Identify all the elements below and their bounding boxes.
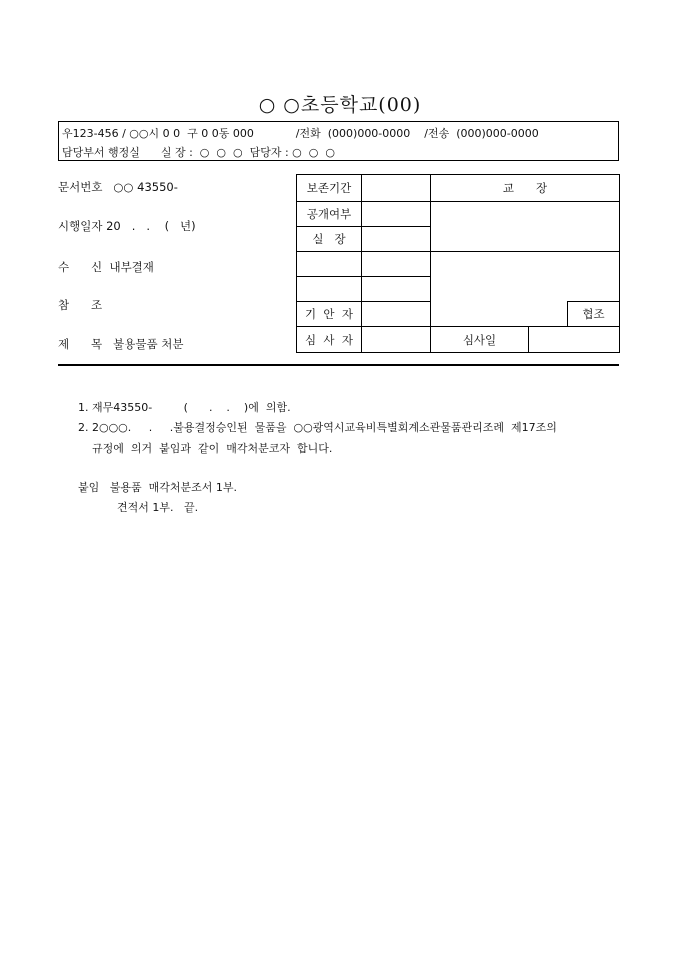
cooperation-area: [431, 252, 620, 327]
office-head-signature[interactable]: [362, 227, 431, 252]
retention-label: 보존기간: [297, 175, 362, 202]
retention-value[interactable]: [362, 175, 431, 202]
blank-value-2: [362, 277, 431, 302]
drafter-signature[interactable]: [362, 302, 431, 327]
attachment-line-1: 붙임 불용품 매각처분조서 1부.: [78, 481, 237, 494]
office-head-label: 실 장: [297, 227, 362, 252]
recipient-field: 수 신 내부결재: [58, 260, 154, 274]
review-date-value[interactable]: [529, 327, 620, 353]
reviewer-label: 심 사 자: [297, 327, 362, 353]
principal-signature[interactable]: [431, 202, 620, 252]
disclosure-value[interactable]: [362, 202, 431, 227]
drafter-label: 기 안 자: [297, 302, 362, 327]
doc-number-field: 문서번호 ○○ 43550-: [58, 180, 178, 194]
blank-label-2: [297, 277, 362, 302]
approval-table: [296, 174, 620, 353]
address-line: 우123-456 / ○○시 0 0 구 0 0동 000 /전화 (000)000-0000 /전송 (000)000-0000: [62, 127, 539, 140]
principal-label: 교 장: [431, 175, 620, 202]
blank-value-1: [362, 252, 431, 277]
review-date-label: 심사일: [431, 327, 529, 353]
department-line: 담당부서 행정실 실 장 : ○ ○ ○ 담당자 : ○ ○ ○: [62, 146, 335, 159]
blank-label-1: [297, 252, 362, 277]
reference-field: 참 조: [58, 298, 103, 312]
subject-field: 제 목 불용물품 처분: [58, 337, 184, 351]
reviewer-signature[interactable]: [362, 327, 431, 353]
body-item-2-cont: 규정에 의거 붙임과 같이 매각처분코자 합니다.: [92, 442, 333, 455]
body-item-2: 2. 2○○○. . .불용결정승인된 물품을 ○○광역시교육비특별회계소관물품관리조례 제17조의: [78, 421, 557, 434]
cooperation-label: 협조: [567, 301, 620, 327]
letterhead-box: [58, 121, 619, 161]
body-item-1: 1. 재무43550- ( . . )에 의함.: [78, 401, 291, 414]
header-divider: [58, 364, 619, 366]
page-title: ○ ○초등학교(00): [258, 94, 422, 116]
exec-date-field: 시행일자 20 . . ( 년): [58, 219, 196, 233]
attachment-line-2: 견적서 1부. 끝.: [117, 501, 199, 514]
disclosure-label: 공개여부: [297, 202, 362, 227]
